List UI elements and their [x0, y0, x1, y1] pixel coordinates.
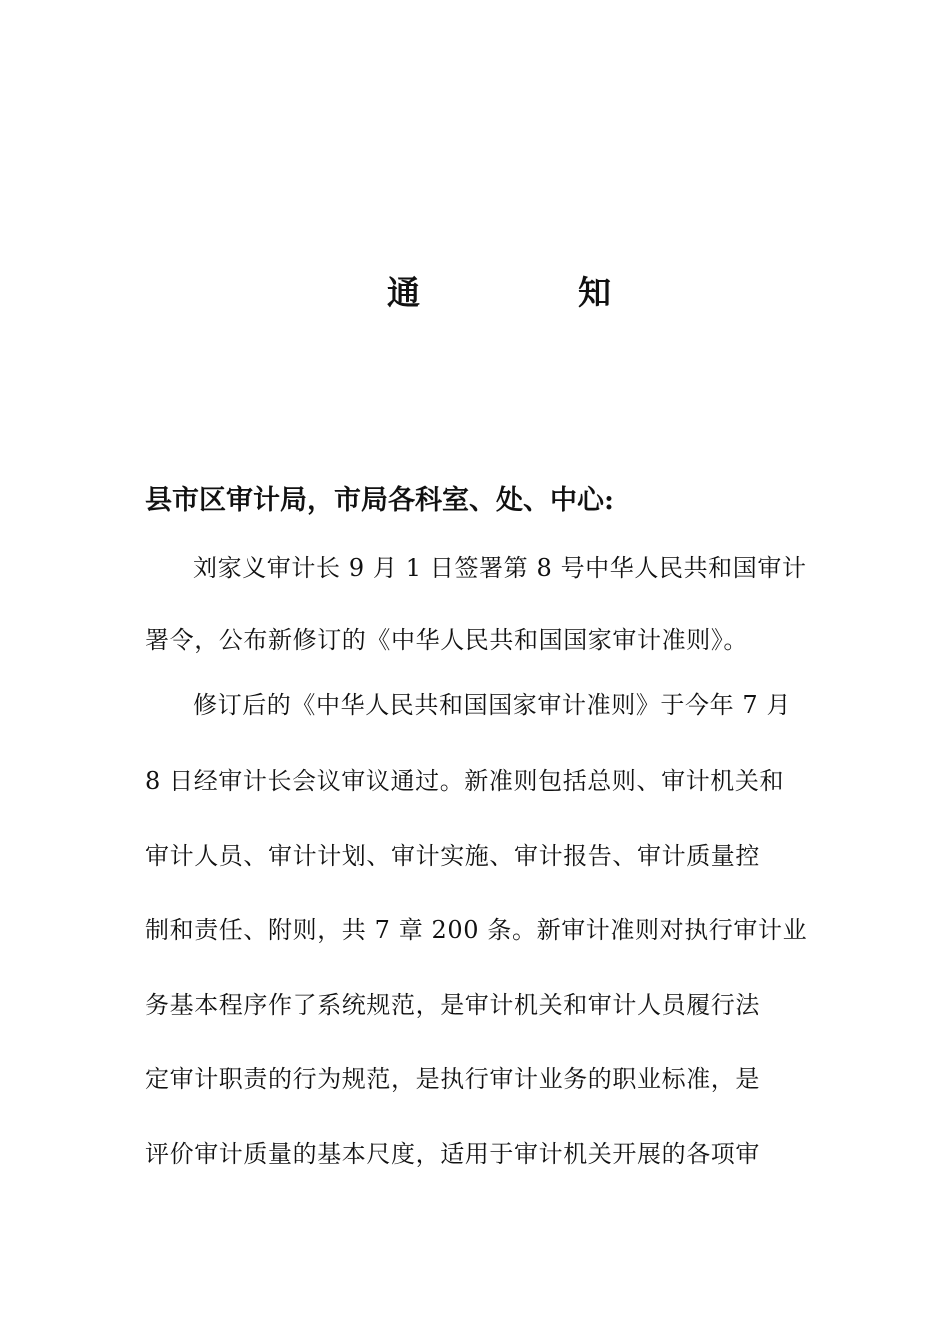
body-line-1: 刘家义审计长 9 月 1 日签署第 8 号中华人民共和国审计 [193, 554, 807, 582]
title-char-1: 通 [387, 273, 420, 312]
body-line-6: 制和责任、附则，共 7 章 200 条。新审计准则对执行审计业 [145, 916, 808, 944]
body-line-3: 修订后的《中华人民共和国国家审计准则》于今年 7 月 [193, 691, 792, 719]
body-line-5: 审计人员、审计计划、审计实施、审计报告、审计质量控 [145, 842, 760, 870]
body-line-7: 务基本程序作了系统规范，是审计机关和审计人员履行法 [145, 991, 760, 1019]
title-char-2: 知 [578, 273, 611, 312]
body-line-2: 署令，公布新修订的《中华人民共和国国家审计准则》。 [145, 626, 748, 654]
body-line-9: 评价审计质量的基本尺度，适用于审计机关开展的各项审 [145, 1140, 760, 1168]
document-title [0, 268, 950, 318]
salutation: 县市区审计局，市局各科室、处、中心: [145, 485, 614, 516]
body-line-4: 8 日经审计长会议审议通过。新准则包括总则、审计机关和 [145, 767, 785, 795]
body-line-8: 定审计职责的行为规范，是执行审计业务的职业标准，是 [145, 1065, 760, 1093]
